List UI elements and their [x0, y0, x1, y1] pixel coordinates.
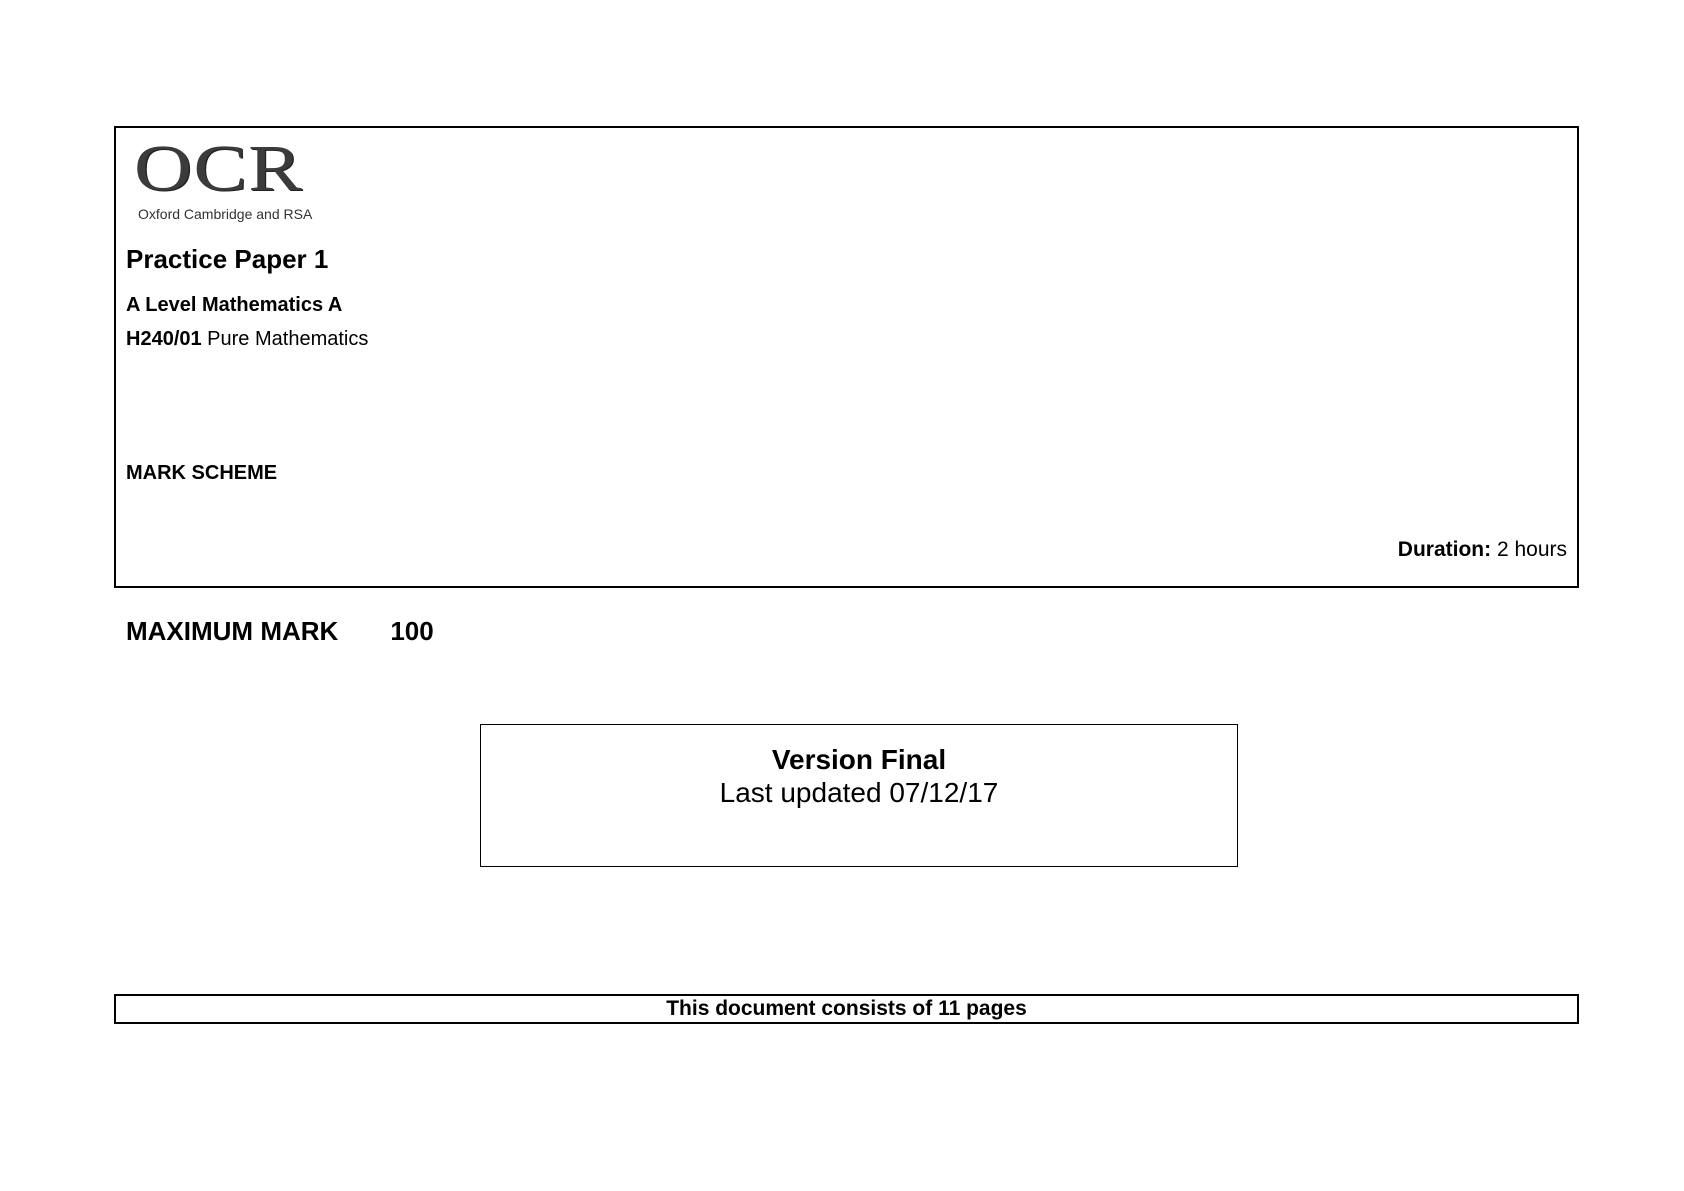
unit-code: H240/01	[126, 328, 202, 350]
version-title: Version Final	[771, 744, 947, 775]
unit-line	[126, 328, 368, 351]
cover-box	[114, 126, 1579, 588]
maximum-mark-label: MAXIMUM MARK	[126, 616, 339, 646]
ocr-logo-subtitle: Oxford Cambridge and RSA	[138, 206, 313, 222]
maximum-mark	[126, 616, 434, 647]
page-count-footer: This document consists of 11 pages	[114, 994, 1579, 1024]
duration-label: Duration:	[1397, 538, 1492, 561]
duration-value: 2 hours	[1491, 538, 1567, 561]
version-box	[480, 724, 1238, 867]
paper-title: Practice Paper 1	[126, 244, 329, 274]
last-updated: Last updated 07/12/17	[719, 777, 999, 808]
ocr-logo	[134, 132, 313, 222]
document-type: MARK SCHEME	[126, 462, 278, 484]
ocr-logo-mark: OCR	[134, 132, 304, 205]
unit-name: Pure Mathematics	[201, 328, 369, 350]
qualification: A Level Mathematics A	[126, 294, 343, 316]
duration	[1398, 538, 1567, 562]
maximum-mark-value: 100	[390, 616, 434, 646]
